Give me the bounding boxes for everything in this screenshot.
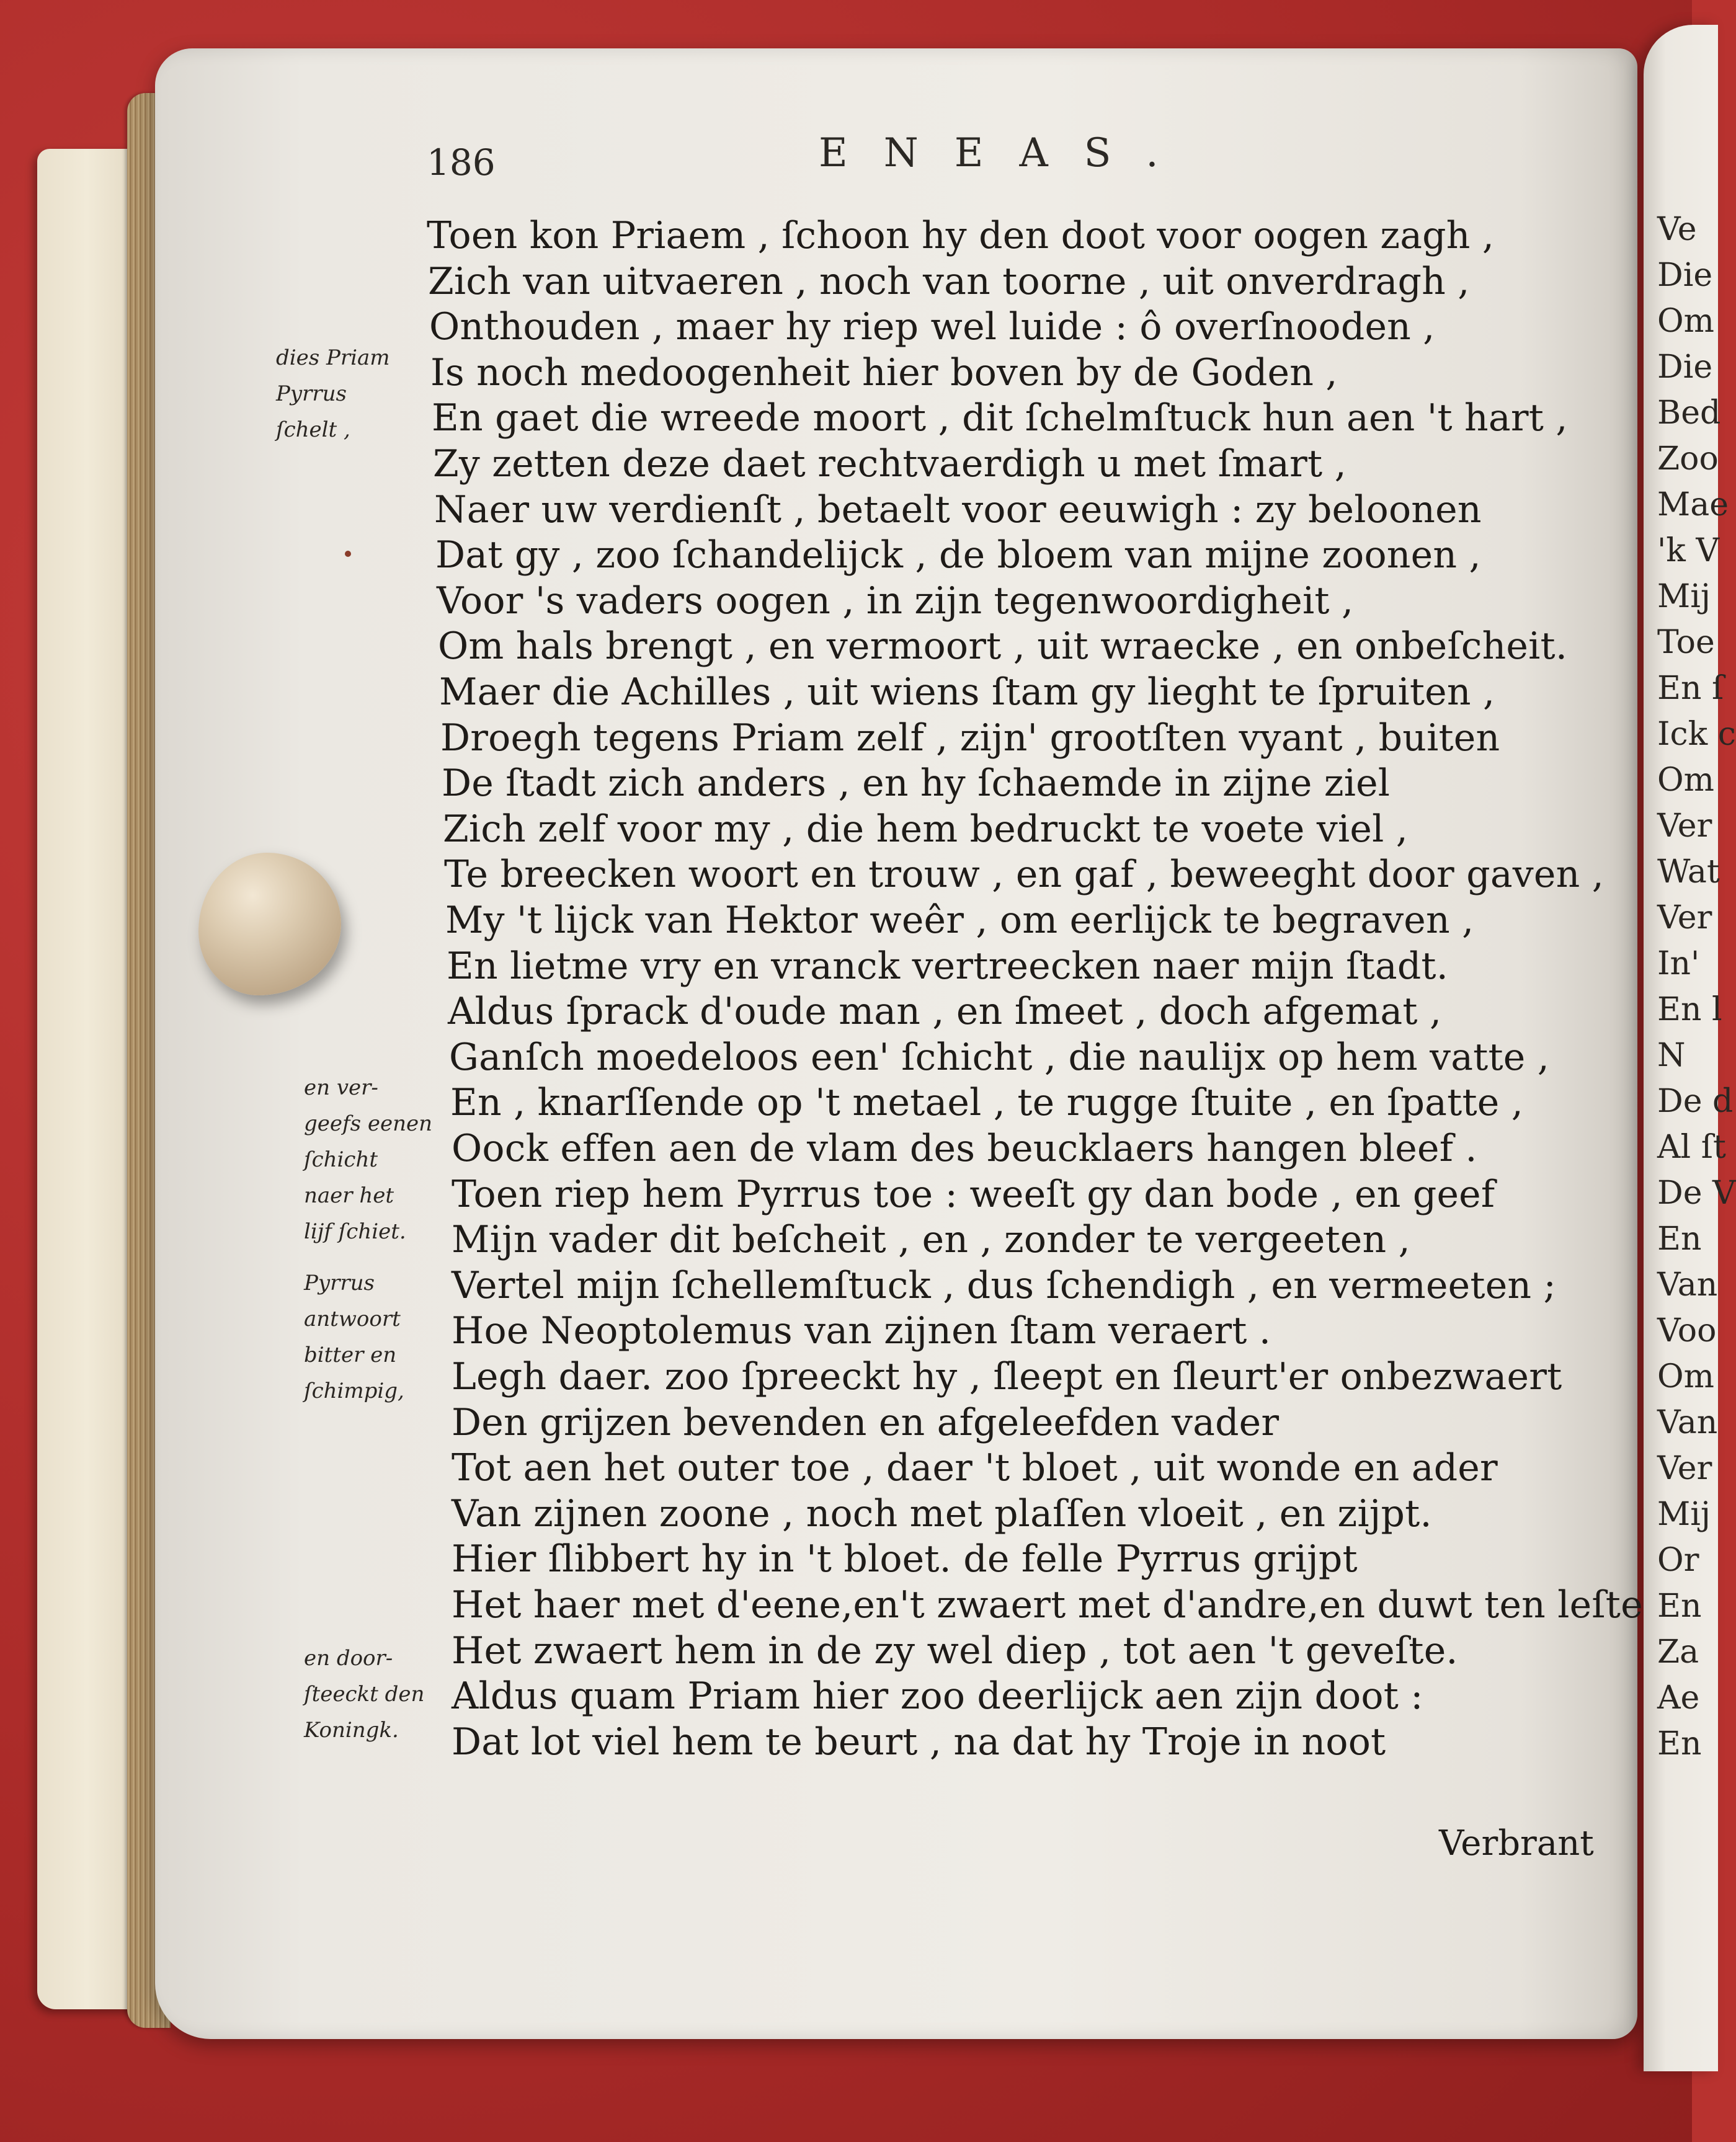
verse-line: Het haer met d'eene,en't zwaert met d'andre,en duwt ten leſte [452,1583,1643,1627]
facing-page-fragment: Mae [1657,486,1729,523]
facing-page-fragment: Al ſt [1657,1129,1726,1166]
verse-line: Aldus quam Priam hier zoo deerlijck aen zijn doot : [452,1674,1423,1718]
facing-page-fragment: En [1657,1220,1702,1258]
facing-page-fragment: Die [1657,257,1713,294]
facing-page-fragment: Bed [1657,394,1721,432]
verse-line: Zich zelf voor my , die hem bedruckt te voete viel , [443,807,1409,851]
facing-page-fragment: Wat [1657,853,1720,891]
verse-line: Vertel mijn ſchellemſtuck , dus ſchendigh , en vermeeten ; [452,1263,1556,1307]
side-note-line: lijf ſchiet. [304,1219,406,1244]
facing-page-fragment: In' [1657,945,1700,982]
side-note-line: naer het [304,1183,394,1208]
verse-line: Ganſch moedeloos een' ſchicht , die naulijx op hem vatte , [449,1035,1550,1079]
verse-line: Legh daer. zoo ſpreeckt hy , ſleept en ſleurt'er onbezwaert [452,1355,1562,1398]
verse-line: Toen riep hem Pyrrus toe : weeſt gy dan bode , en geef [452,1172,1495,1216]
verse-line: Om hals brengt , en vermoort , uit wraecke , en onbeſcheit. [438,624,1568,669]
verse-line: Van zijnen zoone , noch met plaſſen vloeit , en zijpt. [452,1491,1432,1535]
side-note-line: Pyrrus [304,1271,375,1295]
facing-page-fragment: Om [1657,1358,1714,1395]
side-note-line: en door- [304,1646,393,1671]
facing-page-fragment: 'k V [1657,532,1719,569]
facing-page-fragment: Mij [1657,578,1711,615]
facing-page-fragment: En [1657,1588,1702,1625]
verse-line: Droegh tegens Priam zelf , zijn' grootſten vyant , buiten [440,716,1500,760]
verse-line: De ſtadt zich anders , en hy ſchaemde in zijne ziel [442,762,1391,806]
verse-line: Oock effen aen de vlam des beucklaers hangen bleef . [452,1127,1477,1170]
facing-page-fragment: En l [1657,991,1722,1028]
facing-page-fragment: Ver [1657,807,1712,845]
verse-line: Zich van uitvaeren , noch van toorne , uit onverdragh , [428,259,1470,303]
side-note-line: ſchicht [304,1147,378,1172]
facing-page-fragment: Toe [1657,624,1715,661]
facing-page-fragment: Ver [1657,899,1712,936]
side-note-line: bitter en [304,1343,397,1367]
facing-page-fragment: Van [1657,1266,1718,1304]
verse-line: Voor 's vaders oogen , in zijn tegenwoordigheit , [437,579,1354,623]
facing-page-fragment: Ver [1657,1450,1712,1487]
facing-page-fragment: Voo [1657,1312,1717,1349]
facing-page-fragment: Om [1657,762,1714,799]
verse-line: Maer die Achilles , uit wiens ſtam gy lieght te ſpruiten , [439,670,1495,714]
side-note-line: Pyrrus [276,381,347,406]
facing-page-fragment: Mij [1657,1496,1711,1533]
paper-speck [345,551,351,557]
side-note [276,340,431,448]
side-note [304,1265,459,1409]
verse-line: Hier ſlibbert hy in 't bloet. de felle Pyrrus grijpt [452,1537,1358,1581]
side-note-line: en ver- [304,1075,378,1100]
facing-page-fragment: Or [1657,1542,1699,1579]
running-head: ENEAS. [819,130,1195,176]
verse-line: Te breecken woort en trouw , en gaf , beweeght door gaven , [444,853,1604,897]
verse-line: Toen kon Priaem , ſchoon hy den doot voor oogen zagh , [427,214,1495,257]
facing-page [1644,25,1736,2071]
verse-line: En gaet die wreede moort , dit ſchelmſtuck hun aen 't hart , [432,396,1568,440]
verse-line: Aldus ſprack d'oude man , en ſmeet , doch afgemat , [448,990,1442,1034]
facing-page-fragment: Za [1657,1633,1699,1671]
facing-page-fragment: Ve [1657,211,1697,248]
facing-page-fragment: En [1657,1725,1702,1762]
facing-page-fragment: Ick c [1657,716,1736,753]
verse-line: Zy zetten deze daet rechtvaerdigh u met ſmart , [433,442,1347,486]
side-note-line: geefs eenen [304,1111,433,1136]
verse-line: Dat lot viel hem te beurt , na dat hy Troje in noot [452,1720,1386,1764]
verse-line: Naer uw verdienſt , betaelt voor eeuwigh : zy beloonen [434,487,1482,531]
facing-page-fragment: De d [1657,1083,1734,1120]
verse-line: Dat gy , zoo ſchandelijck , de bloem van mijne zoonen , [435,533,1481,577]
side-note-line: antwoort [304,1307,401,1331]
facing-page-fragment: Zoo [1657,440,1719,478]
side-note-line: ſchimpig, [304,1379,404,1403]
facing-page-fragment: De V [1657,1175,1736,1212]
side-note-line: ſchelt , [276,417,350,442]
side-note [304,1640,459,1748]
verse-line: Is noch medoogenheit hier boven by de Goden , [430,350,1338,394]
verse-line: Het zwaert hem in de zy wel diep , tot aen 't geveſte. [452,1629,1458,1673]
facing-page-fragment: En ſ [1657,670,1724,707]
verse-line: Den grijzen bevenden en afgeleefden vader [452,1400,1280,1444]
verse-line: Onthouden , maer hy riep wel luide : ô overſnooden , [429,305,1435,349]
verse-line: En lietme vry en vranck vertreecken naer mijn ſtadt. [447,944,1449,988]
verse-line: En , knarſſende op 't metael , te rugge ſtuite , en ſpatte , [450,1081,1524,1125]
side-note-line: Koningk. [304,1718,399,1743]
page-number: 186 [427,141,496,184]
facing-page-fragment: Om [1657,303,1714,340]
facing-page-fragment: Ae [1657,1679,1700,1717]
facing-page-fragment: Van [1657,1404,1718,1441]
verse-line: Mijn vader dit beſcheit , en , zonder te vergeeten , [452,1218,1410,1262]
facing-page-fragment: N [1657,1037,1686,1074]
verse-line: Hoe Neoptolemus van zijnen ſtam veraert . [452,1309,1271,1353]
verse-line: My 't lijck van Hektor weêr , om eerlijck te begraven , [445,899,1474,942]
verse-line: Tot aen het outer toe , daer 't bloet , uit wonde en ader [452,1446,1498,1490]
side-note [304,1070,459,1250]
side-note-line: ſteeckt den [304,1682,425,1707]
side-note-line: dies Priam [276,345,390,370]
facing-page-fragment: Die [1657,349,1713,386]
catchword: Verbrant [1439,1823,1594,1864]
